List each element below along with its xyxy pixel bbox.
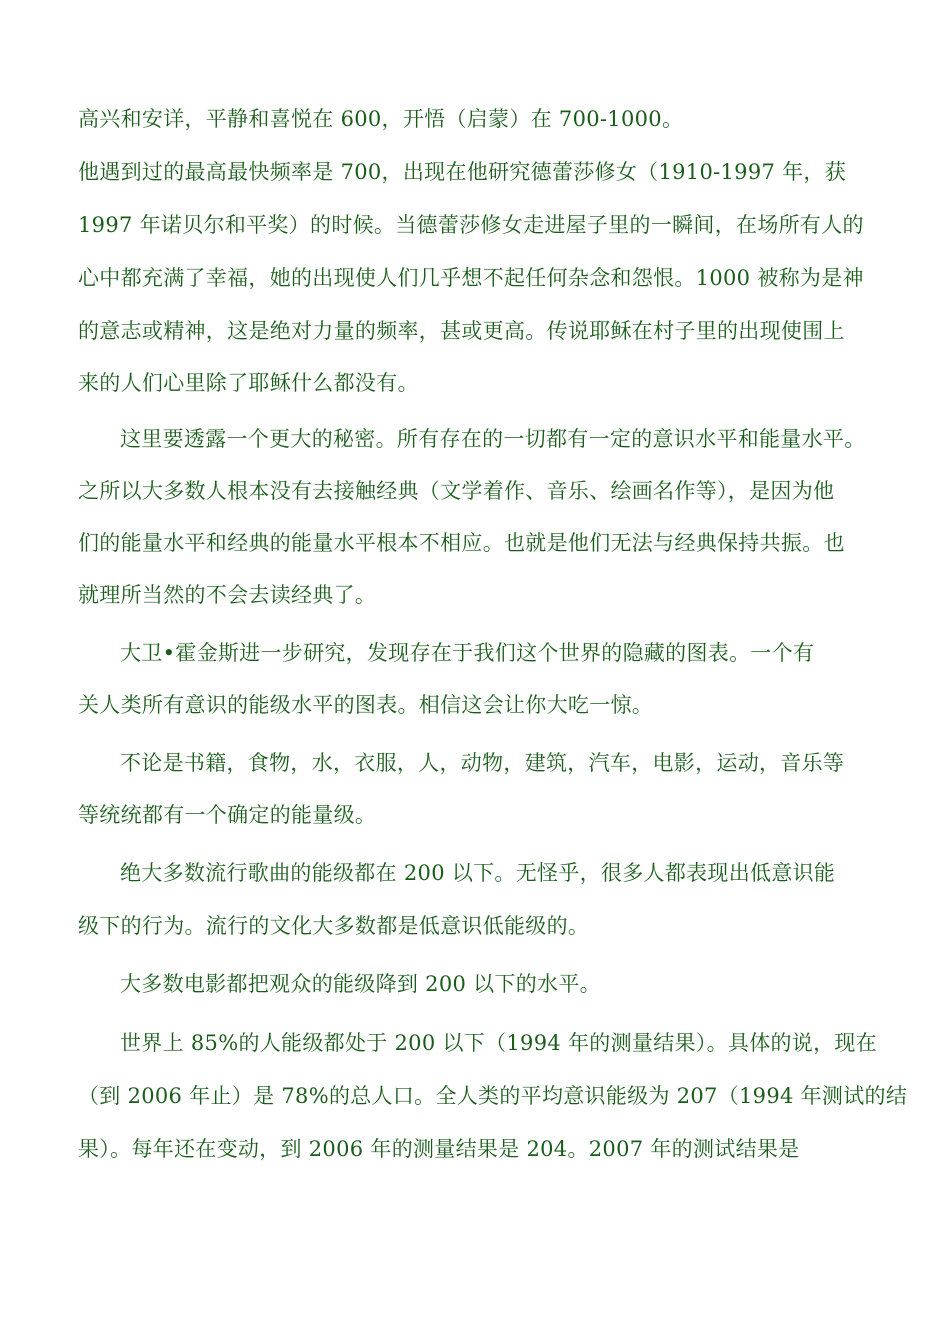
text-line: 就理所当然的不会去读经典了。 xyxy=(78,583,377,607)
paragraph-first-line: 大卫•霍金斯进一步研究，发现存在于我们这个世界的隐藏的图表。一个有 xyxy=(120,641,815,665)
text-line: 们的能量水平和经典的能量水平根本不相应。也就是他们无法与经典保持共振。也 xyxy=(78,531,845,555)
text-line: 来的人们心里除了耶稣什么都没有。 xyxy=(78,371,419,395)
paragraph-first-line: 绝大多数流行歌曲的能级都在 200 以下。无怪乎，很多人都表现出低意识能 xyxy=(120,861,836,885)
paragraph-first-line: 不论是书籍，食物，水，衣服，人，动物，建筑，汽车，电影，运动，音乐等 xyxy=(120,751,845,775)
paragraph-first-line: 大多数电影都把观众的能级降到 200 以下的水平。 xyxy=(120,972,601,996)
text-line: 果）。每年还在变动，到 2006 年的测量结果是 204。2007 年的测试结果是 xyxy=(78,1137,800,1161)
text-line: 1997 年诺贝尔和平奖）的时候。当德蕾莎修女走进屋子里的一瞬间，在场所有人的 xyxy=(78,213,864,237)
text-line: 之所以大多数人根本没有去接触经典（文学着作、音乐、绘画名作等），是因为他 xyxy=(78,479,835,503)
text-line: 心中都充满了幸福，她的出现使人们几乎想不起任何杂念和怨恨。1000 被称为是神 xyxy=(78,266,864,290)
text-line: 的意志或精神，这是绝对力量的频率，甚或更高。传说耶稣在村子里的出现使围上 xyxy=(78,319,845,343)
text-line: 关人类所有意识的能级水平的图表。相信这会让你大吃一惊。 xyxy=(78,693,654,717)
text-line: 高兴和安详，平静和喜悦在 600，开悟（启蒙）在 700-1000。 xyxy=(78,107,684,131)
text-line: （到 2006 年止）是 78%的总人口。全人类的平均意识能级为 207（1994 年测试的结 xyxy=(78,1084,908,1108)
text-line: 级下的行为。流行的文化大多数都是低意识低能级的。 xyxy=(78,914,590,938)
text-line: 他遇到过的最高最快频率是 700，出现在他研究德蕾莎修女（1910-1997 年，获 xyxy=(78,160,847,184)
paragraph-first-line: 这里要透露一个更大的秘密。所有存在的一切都有一定的意识水平和能量水平。 xyxy=(120,427,866,451)
paragraph-first-line: 世界上 85%的人能级都处于 200 以下（1994 年的测量结果）。具体的说，现在 xyxy=(120,1031,877,1055)
text-line: 等统统都有一个确定的能量级。 xyxy=(78,803,377,827)
